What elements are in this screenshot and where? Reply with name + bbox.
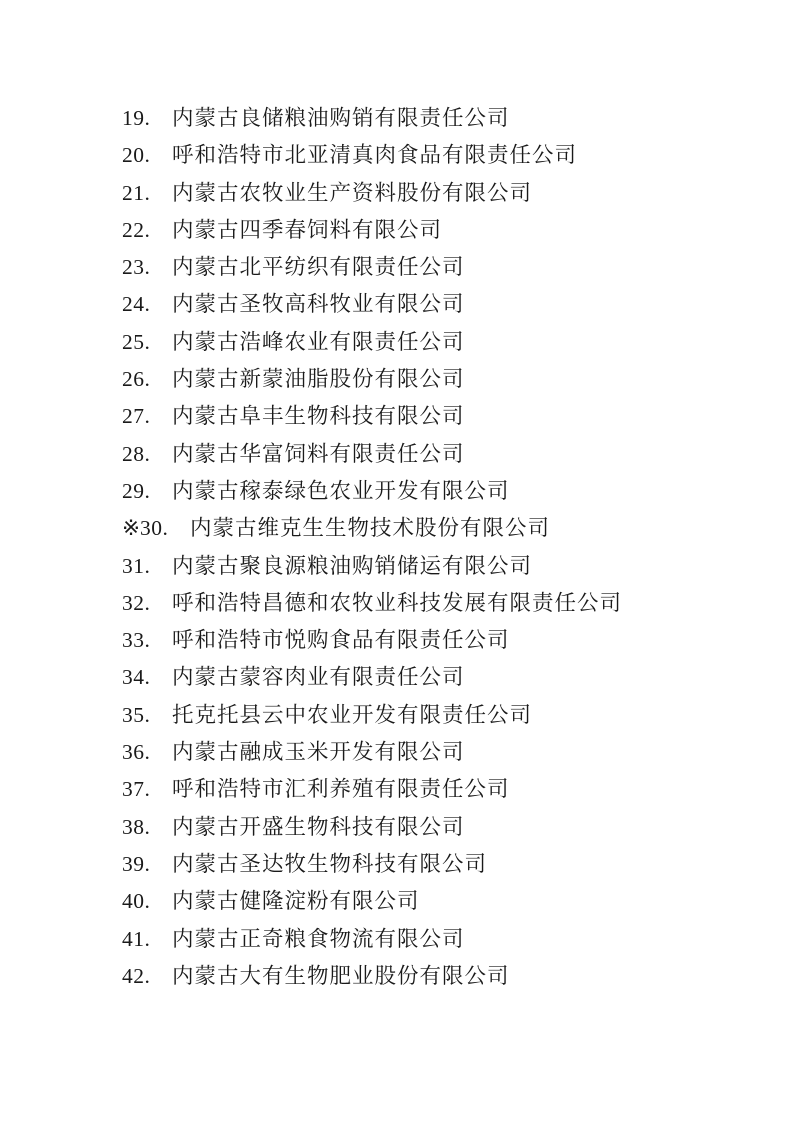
company-name: 呼和浩特市汇利养殖有限责任公司 — [172, 777, 510, 802]
item-prefix — [122, 286, 172, 323]
item-prefix — [122, 324, 172, 361]
company-name: 内蒙古圣牧高科牧业有限公司 — [172, 292, 465, 317]
list-item — [122, 622, 773, 659]
item-number: 37. — [122, 777, 151, 802]
item-number: 27. — [122, 404, 151, 429]
item-prefix — [122, 548, 172, 585]
item-prefix — [122, 921, 172, 958]
item-prefix — [122, 734, 172, 771]
company-name: 内蒙古开盛生物科技有限公司 — [172, 814, 465, 839]
company-name: 内蒙古北平纺织有限责任公司 — [172, 255, 465, 280]
item-number: 26. — [122, 367, 151, 392]
list-item — [122, 771, 773, 808]
item-prefix — [122, 100, 172, 137]
item-prefix — [122, 436, 172, 473]
item-prefix — [122, 175, 172, 212]
list-item — [122, 473, 773, 510]
item-prefix — [122, 659, 172, 696]
item-prefix — [122, 958, 172, 995]
item-prefix — [122, 361, 172, 398]
company-name: 呼和浩特昌德和农牧业科技发展有限责任公司 — [172, 590, 623, 615]
list-item — [122, 100, 773, 137]
company-name: 内蒙古大有生物肥业股份有限公司 — [172, 963, 510, 988]
list-item — [122, 809, 773, 846]
list-item — [122, 398, 773, 435]
item-prefix — [122, 249, 172, 286]
list-item — [122, 734, 773, 771]
item-number: 19. — [122, 106, 151, 130]
list-item — [122, 510, 773, 547]
company-name: 内蒙古华富饲料有限责任公司 — [172, 441, 465, 466]
item-number: 34. — [122, 665, 151, 690]
item-prefix — [122, 473, 172, 510]
item-number: 22. — [122, 217, 151, 242]
item-prefix — [122, 809, 172, 846]
item-prefix — [122, 846, 172, 883]
list-item — [122, 697, 773, 734]
item-prefix — [122, 137, 172, 174]
company-name: 内蒙古阜丰生物科技有限公司 — [172, 404, 465, 429]
company-name: 托克托县云中农业开发有限责任公司 — [172, 702, 533, 727]
item-prefix — [122, 771, 172, 808]
company-name: 内蒙古聚良源粮油购销储运有限公司 — [172, 553, 533, 578]
company-name: 内蒙古蒙容肉业有限责任公司 — [172, 665, 465, 690]
company-name: 呼和浩特市悦购食品有限责任公司 — [172, 628, 510, 653]
list-item — [122, 324, 773, 361]
item-prefix — [122, 398, 172, 435]
item-number: 42. — [122, 963, 151, 988]
item-number: 24. — [122, 292, 151, 317]
company-name: 内蒙古圣达牧生物科技有限公司 — [172, 851, 488, 876]
list-item — [122, 286, 773, 323]
item-number: 21. — [122, 180, 151, 205]
item-number: 29. — [122, 478, 151, 503]
item-number: 30. — [140, 516, 169, 541]
item-number: 28. — [122, 441, 151, 466]
item-prefix — [122, 510, 190, 547]
item-prefix — [122, 212, 172, 249]
company-name: 内蒙古融成玉米开发有限公司 — [172, 740, 465, 765]
list-item — [122, 585, 773, 622]
item-number: 38. — [122, 814, 151, 839]
item-prefix — [122, 883, 172, 920]
list-item — [122, 175, 773, 212]
item-prefix — [122, 622, 172, 659]
item-number: 41. — [122, 926, 151, 951]
reference-mark: ※ — [122, 516, 141, 541]
list-item — [122, 883, 773, 920]
list-item — [122, 548, 773, 585]
item-number: 31. — [122, 553, 151, 578]
company-name: 内蒙古农牧业生产资料股份有限公司 — [172, 180, 533, 205]
item-prefix — [122, 697, 172, 734]
company-name: 内蒙古四季春饲料有限公司 — [172, 217, 443, 242]
list-item — [122, 846, 773, 883]
company-name: 内蒙古新蒙油脂股份有限公司 — [172, 367, 465, 392]
list-item — [122, 436, 773, 473]
company-name: 内蒙古良储粮油购销有限责任公司 — [172, 106, 510, 130]
company-list — [122, 100, 773, 995]
item-number: 23. — [122, 255, 151, 280]
item-number: 36. — [122, 740, 151, 765]
item-number: 40. — [122, 889, 151, 914]
item-number: 39. — [122, 851, 151, 876]
company-name: 内蒙古稼泰绿色农业开发有限公司 — [172, 478, 510, 503]
list-item — [122, 249, 773, 286]
company-name: 内蒙古维克生生物技术股份有限公司 — [190, 516, 551, 541]
item-number: 35. — [122, 702, 151, 727]
item-number: 20. — [122, 143, 151, 168]
company-name: 内蒙古浩峰农业有限责任公司 — [172, 329, 465, 354]
item-number: 33. — [122, 628, 151, 653]
item-number: 32. — [122, 590, 151, 615]
company-name: 内蒙古健隆淀粉有限公司 — [172, 889, 420, 914]
company-name: 呼和浩特市北亚清真肉食品有限责任公司 — [172, 143, 578, 168]
list-item — [122, 958, 773, 995]
list-item — [122, 921, 773, 958]
item-number: 25. — [122, 329, 151, 354]
list-item — [122, 361, 773, 398]
list-item — [122, 212, 773, 249]
list-item — [122, 137, 773, 174]
item-prefix — [122, 585, 172, 622]
list-item — [122, 659, 773, 696]
company-name: 内蒙古正奇粮食物流有限公司 — [172, 926, 465, 951]
